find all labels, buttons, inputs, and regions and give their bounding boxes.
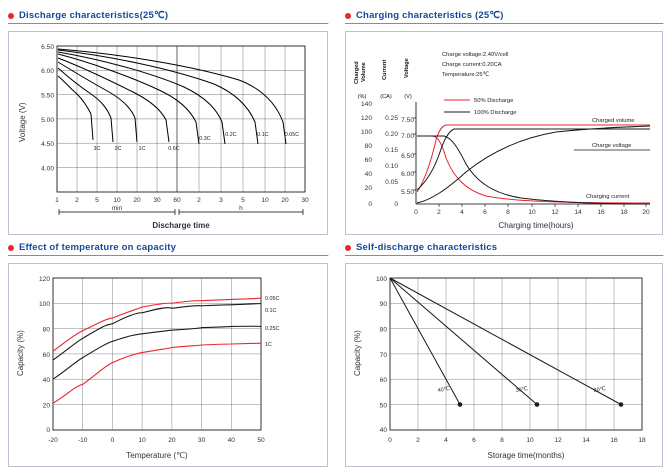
self-discharge-chart xyxy=(345,263,663,467)
svg-text:30: 30 xyxy=(301,197,309,204)
panel-charging xyxy=(345,8,663,235)
svg-text:16: 16 xyxy=(610,437,618,444)
svg-text:10: 10 xyxy=(261,197,269,204)
panel-discharge-header xyxy=(8,8,328,24)
svg-text:0: 0 xyxy=(368,201,372,208)
svg-text:2: 2 xyxy=(75,197,79,204)
svg-text:2C: 2C xyxy=(114,146,122,152)
svg-text:Voltage: Voltage xyxy=(404,58,410,78)
svg-text:0.1C: 0.1C xyxy=(257,132,269,138)
svg-text:10: 10 xyxy=(526,437,534,444)
svg-text:6.00: 6.00 xyxy=(41,68,54,75)
svg-text:min: min xyxy=(111,205,123,212)
svg-text:7.00: 7.00 xyxy=(401,133,414,140)
svg-text:3: 3 xyxy=(219,197,223,204)
svg-text:0.20: 0.20 xyxy=(385,131,398,138)
svg-text:Charge voltage:2.40V/cell: Charge voltage:2.40V/cell xyxy=(442,52,509,58)
svg-text:10: 10 xyxy=(528,209,536,216)
discharge-ylabel: Voltage (V) xyxy=(18,102,27,142)
svg-text:3C: 3C xyxy=(93,146,101,152)
svg-text:6.50: 6.50 xyxy=(401,153,414,160)
svg-text:0.05C: 0.05C xyxy=(265,296,280,302)
panel-temp-capacity-header xyxy=(8,240,328,256)
panel-discharge xyxy=(8,8,328,235)
svg-text:(V): (V) xyxy=(404,94,412,100)
svg-text:40: 40 xyxy=(364,171,372,178)
svg-text:140: 140 xyxy=(360,101,372,108)
svg-text:60: 60 xyxy=(42,351,50,359)
svg-text:20: 20 xyxy=(42,402,50,410)
panel-self-discharge-header xyxy=(345,240,663,256)
svg-text:60: 60 xyxy=(173,197,181,204)
svg-text:-10: -10 xyxy=(77,437,88,444)
svg-text:7.50: 7.50 xyxy=(401,117,414,124)
svg-text:1: 1 xyxy=(55,197,59,204)
bullet-icon xyxy=(8,245,14,251)
discharge-xlabel: Discharge time xyxy=(152,221,210,230)
svg-text:0.2C: 0.2C xyxy=(225,132,237,138)
svg-text:80: 80 xyxy=(364,143,372,150)
svg-text:0: 0 xyxy=(394,201,398,208)
svg-text:0.1C: 0.1C xyxy=(265,308,277,314)
svg-text:6: 6 xyxy=(472,437,476,444)
svg-text:Temperature:25℃: Temperature:25℃ xyxy=(442,72,490,78)
header-tail-decoration xyxy=(637,242,670,256)
svg-text:Charge voltage: Charge voltage xyxy=(592,143,632,149)
svg-text:20: 20 xyxy=(642,209,650,216)
svg-text:Charged: Charged xyxy=(354,61,360,84)
svg-text:Charged volume: Charged volume xyxy=(592,118,635,124)
svg-text:60: 60 xyxy=(364,157,372,164)
bullet-icon xyxy=(345,13,351,19)
svg-text:6: 6 xyxy=(483,209,487,216)
svg-text:0.10: 0.10 xyxy=(385,163,398,170)
header-tail-decoration xyxy=(302,10,337,24)
self-discharge-ylabel: Capacity (%) xyxy=(353,330,362,376)
svg-text:30: 30 xyxy=(197,437,206,444)
svg-text:40: 40 xyxy=(227,437,235,444)
self-discharge-xlabel: Storage time(months) xyxy=(487,451,565,460)
svg-text:4.00: 4.00 xyxy=(41,165,54,173)
svg-text:1C: 1C xyxy=(138,146,146,152)
svg-text:0.05C: 0.05C xyxy=(284,132,300,138)
svg-text:18: 18 xyxy=(638,437,646,444)
svg-text:8: 8 xyxy=(506,209,510,216)
svg-text:50: 50 xyxy=(257,437,265,444)
svg-text:5.50: 5.50 xyxy=(401,189,414,196)
svg-text:80: 80 xyxy=(42,326,50,334)
temp-capacity-chart xyxy=(8,263,328,467)
svg-text:40: 40 xyxy=(42,377,50,384)
svg-text:10: 10 xyxy=(138,437,146,444)
header-tail-decoration xyxy=(302,242,337,256)
svg-text:20: 20 xyxy=(168,437,176,444)
svg-text:20: 20 xyxy=(364,185,372,192)
svg-text:12: 12 xyxy=(551,209,559,216)
svg-text:4: 4 xyxy=(460,209,464,216)
svg-text:0: 0 xyxy=(46,427,50,434)
svg-text:80: 80 xyxy=(379,326,387,334)
svg-text:50% Discharge: 50% Discharge xyxy=(474,98,514,104)
svg-text:0.15: 0.15 xyxy=(385,147,398,154)
svg-text:40: 40 xyxy=(379,427,387,434)
bullet-icon xyxy=(8,13,14,19)
svg-text:5.50: 5.50 xyxy=(41,92,54,100)
svg-text:16: 16 xyxy=(597,209,605,216)
bullet-icon xyxy=(345,245,351,251)
svg-text:12: 12 xyxy=(554,437,562,444)
svg-text:1C: 1C xyxy=(265,342,272,348)
svg-text:(CA): (CA) xyxy=(380,94,392,100)
svg-text:6.50: 6.50 xyxy=(41,44,54,51)
svg-text:Charging current: Charging current xyxy=(586,194,630,200)
header-tail-decoration xyxy=(637,10,670,24)
svg-text:100: 100 xyxy=(375,276,387,283)
charging-xlabel: Charging time(hours) xyxy=(498,221,574,230)
svg-text:10: 10 xyxy=(113,197,121,204)
svg-text:0.6C: 0.6C xyxy=(168,146,180,152)
svg-text:Charge current:0.20CA: Charge current:0.20CA xyxy=(442,62,502,68)
svg-text:2: 2 xyxy=(437,209,441,216)
discharge-chart xyxy=(8,31,328,235)
svg-text:0.25: 0.25 xyxy=(385,115,398,122)
svg-text:0.25C: 0.25C xyxy=(265,326,280,332)
svg-text:2: 2 xyxy=(197,197,201,204)
svg-text:-20: -20 xyxy=(48,437,58,444)
svg-text:20℃: 20℃ xyxy=(593,386,607,395)
panel-charging-header xyxy=(345,8,663,24)
svg-text:20: 20 xyxy=(133,197,141,204)
svg-text:4: 4 xyxy=(444,437,448,444)
svg-text:30: 30 xyxy=(153,197,161,204)
panel-temp-capacity xyxy=(8,240,328,467)
panel-discharge-title: Discharge characteristics(25℃) xyxy=(19,10,169,21)
temp-capacity-xlabel: Temperature (℃) xyxy=(126,451,188,460)
svg-text:2: 2 xyxy=(416,437,420,444)
svg-text:18: 18 xyxy=(620,209,628,216)
panel-self-discharge xyxy=(345,240,663,467)
svg-text:50: 50 xyxy=(379,402,387,410)
svg-text:70: 70 xyxy=(379,351,387,359)
svg-text:Volume: Volume xyxy=(361,62,367,82)
svg-text:h: h xyxy=(239,205,243,212)
svg-text:0.3C: 0.3C xyxy=(199,136,211,142)
svg-text:5.00: 5.00 xyxy=(41,116,54,124)
panel-temp-capacity-title: Effect of temperature on capacity xyxy=(19,242,177,253)
svg-text:5: 5 xyxy=(241,197,245,204)
svg-text:Current: Current xyxy=(382,59,388,80)
svg-text:40℃: 40℃ xyxy=(437,386,451,395)
svg-text:0.05: 0.05 xyxy=(385,179,398,186)
panel-charging-title: Charging characteristics (25℃) xyxy=(356,10,504,21)
svg-text:120: 120 xyxy=(38,276,50,283)
svg-text:0: 0 xyxy=(110,437,115,444)
svg-text:(%): (%) xyxy=(357,94,367,100)
svg-text:14: 14 xyxy=(582,437,590,444)
svg-text:100% Discharge: 100% Discharge xyxy=(474,110,517,116)
svg-text:90: 90 xyxy=(379,301,387,308)
svg-text:8: 8 xyxy=(500,437,504,444)
svg-text:100: 100 xyxy=(360,129,372,136)
svg-text:0: 0 xyxy=(388,437,392,444)
svg-text:30℃: 30℃ xyxy=(515,386,529,395)
svg-text:0: 0 xyxy=(414,209,418,216)
svg-text:6.00: 6.00 xyxy=(401,171,414,178)
svg-text:4.50: 4.50 xyxy=(41,141,54,148)
charging-chart xyxy=(345,31,663,235)
svg-text:100: 100 xyxy=(38,301,50,308)
svg-text:20: 20 xyxy=(281,197,289,204)
temp-capacity-ylabel: Capacity (%) xyxy=(16,330,25,376)
svg-text:5: 5 xyxy=(95,197,99,204)
svg-text:60: 60 xyxy=(379,377,387,384)
panel-self-discharge-title: Self-discharge characteristics xyxy=(356,242,498,253)
svg-text:120: 120 xyxy=(360,115,372,122)
svg-text:14: 14 xyxy=(574,209,582,216)
